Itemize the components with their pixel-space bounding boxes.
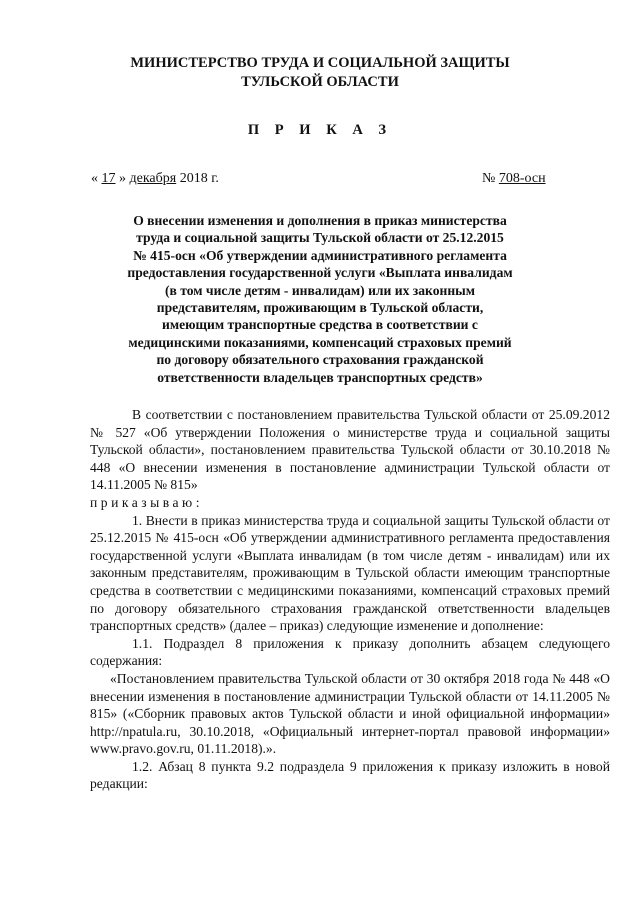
- date-day: 17: [101, 171, 116, 186]
- ministry-header: [0, 54, 640, 92]
- subject-line: имеющим транспортные средства в соответствии с: [162, 317, 478, 333]
- subject-line: по договору обязательного страхования гражданской: [156, 352, 484, 368]
- ministry-name-line2: ТУЛЬСКОЙ ОБЛАСТИ: [241, 74, 399, 90]
- subject-line: ответственности владельцев транспортных средств»: [157, 369, 483, 385]
- subject-line: представителям, проживающим в Тульской области,: [156, 300, 484, 316]
- item-1-paragraph: 1. Внести в приказ министерства труда и социальной защиты Тульской области от 25.12.2015 № 415-осн «Об утверждении административного регламента предоставления государственной услуги «Выплата инвалидам (в том числе детям - инвалидам) или их законным представителям, проживающим в Тульской области имеющим транспортные средства в соответствии с медицинскими показаниями, компенсаций страховых премий по договору обязательного страхования гражданской ответственности владельцев транспортных средств» (далее – приказ) следующие изменение и дополнение:: [90, 512, 610, 634]
- subject-line: № 415-осн «Об утверждении административного регламента: [133, 247, 507, 263]
- quote-paragraph: «Постановлением правительства Тульской области от 30 октября 2018 года № 448 «О внесении изменения в постановление администрации Тульской области от 14.11.2005 № 815» («Сборник правовых актов Тульской области и иной официальной информации» http://npatula.ru, 30.10.2018, «Официальный интернет-портал правовой информации» www.pravo.gov.ru, 01.11.2018).».: [90, 670, 610, 757]
- item-1-2-paragraph: 1.2. Абзац 8 пункта 9.2 подраздела 9 приложения к приказу изложить в новой редакции:: [90, 758, 610, 792]
- date-close-quote: »: [119, 171, 126, 186]
- subject-line: труда и социальной защиты Тульской области от 25.12.2015: [136, 230, 504, 246]
- date-open-quote: «: [91, 171, 98, 186]
- order-number: [482, 171, 546, 187]
- subject-line: О внесении изменения и дополнения в приказ министерства: [133, 213, 507, 228]
- intro-paragraph: В соответствии с постановлением правительства Тульской области от 25.09.2012 № 527 «Об утверждении Положения о министерстве труда и социальной защиты Тульской области», постановлением правительства Тульской области от 30.10.2018 № 448 «О внесении изменения в постановление администрации Тульской области от 14.11.2005 № 815»: [90, 407, 610, 493]
- order-number-prefix: №: [482, 171, 496, 186]
- order-subject: [110, 212, 530, 386]
- subject-line: предоставления государственной услуги «Выплата инвалидам: [127, 265, 513, 281]
- item-1-1-paragraph: 1.1. Подраздел 8 приложения к приказу дополнить абзацем следующего содержания:: [90, 635, 610, 669]
- order-body: [90, 406, 610, 793]
- prikazyvayu-word: приказываю:: [90, 494, 203, 510]
- subject-line: медицинскими показаниями, компенсаций страховых премий: [128, 334, 512, 350]
- order-number-value: 708-осн: [498, 171, 546, 186]
- order-title: П Р И К А З: [247, 122, 393, 138]
- date-year: 2018 г.: [179, 171, 219, 186]
- subject-line: (в том числе детям - инвалидам) или их законным: [164, 282, 476, 298]
- order-date: [91, 171, 219, 187]
- ministry-name-line1: МИНИСТЕРСТВО ТРУДА И СОЦИАЛЬНОЙ ЗАЩИТЫ: [130, 55, 510, 71]
- date-month: декабря: [129, 171, 177, 186]
